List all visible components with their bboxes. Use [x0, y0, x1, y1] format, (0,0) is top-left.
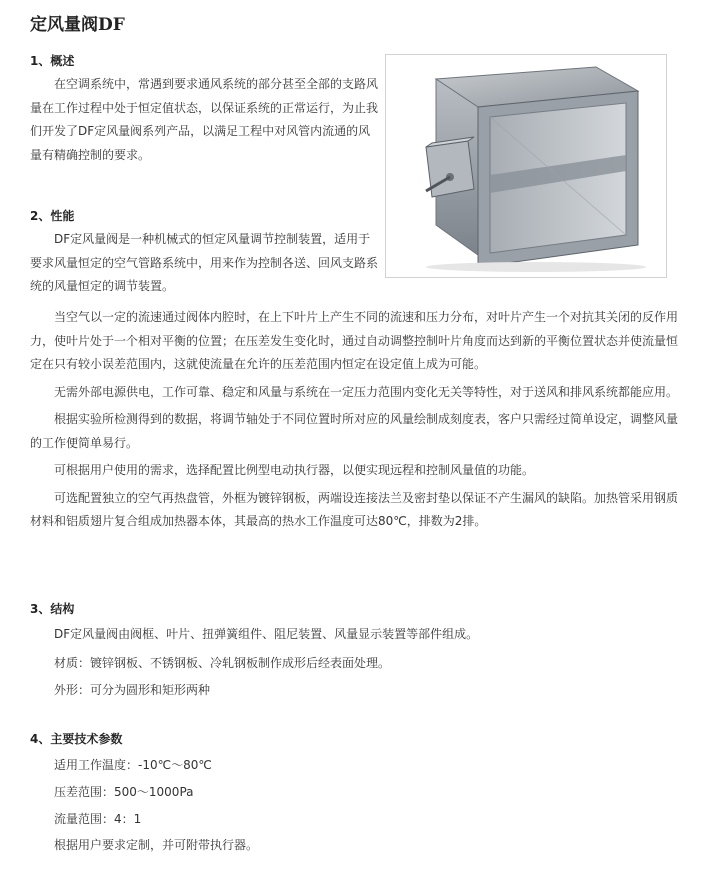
section-heading-overview: 1、概述	[30, 54, 75, 68]
overview-text	[30, 73, 380, 167]
section-heading-specs: 4、主要技术参数	[30, 732, 123, 746]
structure-shape: 外形：可分为圆形和矩形两种	[54, 683, 211, 697]
structure-components: DF定风量阀由阀框、叶片、扭弹簧组件、阻尼装置、风量显示装置等部件组成。	[54, 627, 479, 641]
performance-paragraph-1: DF定风量阀是一种机械式的恒定风量调节控制装置，适用于要求风量恒定的空气管路系统中，用来作为控制各送、回风支路系统的风量恒定的调节装置。	[30, 232, 379, 293]
performance-paragraph-4: 根据实验所检测得到的数据，将调节轴处于不同位置时所对应的风量绘制成刻度表，客户只需经过简单设定，调整风量的工作便简单易行。	[30, 412, 679, 450]
product-photo	[385, 54, 667, 278]
spec-pressure: 压差范围：500～1000Pa	[54, 785, 194, 799]
performance-paragraph-3: 无需外部电源供电，工作可靠、稳定和风量与系统在一定压力范围内变化无关等特性，对于送风和排风系统都能应用。	[54, 384, 679, 399]
performance-paragraph-6: 可选配置独立的空气再热盘管，外框为镀锌钢板，两端设连接法兰及密封垫以保证不产生漏风的缺陷。加热管采用钢质材料和铝质翅片复合组成加热器本体，其最高的热水工作温度可达80℃，排数为2排。	[30, 490, 679, 528]
spec-custom: 根据用户要求定制，并可附带执行器。	[54, 838, 259, 852]
performance-details	[30, 306, 688, 534]
section-heading-performance: 2、性能	[30, 209, 75, 223]
damper-illustration	[386, 55, 666, 277]
performance-paragraph-5: 可根据用户使用的需求，选择配置比例型电动执行器，以便实现远程和控制风量值的功能。	[54, 463, 535, 477]
section-heading-structure: 3、结构	[30, 602, 75, 616]
spec-temperature: 适用工作温度：-10℃～80℃	[54, 758, 212, 772]
spec-flow-ratio: 流量范围：4：1	[54, 812, 142, 826]
performance-intro	[30, 228, 380, 299]
performance-paragraph-2: 当空气以一定的流速通过阀体内腔时，在上下叶片上产生不同的流速和压力分布，对叶片产生一个对抗其关闭的反作用力，使叶片处于一个相对平衡的位置；在压差发生变化时，通过自动调整控制叶片角度而达到新的平衡位置状态并使流量恒定在只有较小误差范围内，这就使流量在允许的压差范围内恒定在设定值上成为可能。	[30, 310, 679, 371]
page-title: 定风量阀DF	[30, 15, 125, 35]
overview-paragraph: 在空调系统中，常遇到要求通风系统的部分甚至全部的支路风量在工作过程中处于恒定值状态，以保证系统的正常运行，为止我们开发了DF定风量阀系列产品，以满足工程中对风管内流通的风量有精确控制的要求。	[30, 77, 379, 162]
structure-material: 材质：镀锌钢板、不锈钢板、冷轧钢板制作成形后经表面处理。	[54, 656, 391, 670]
